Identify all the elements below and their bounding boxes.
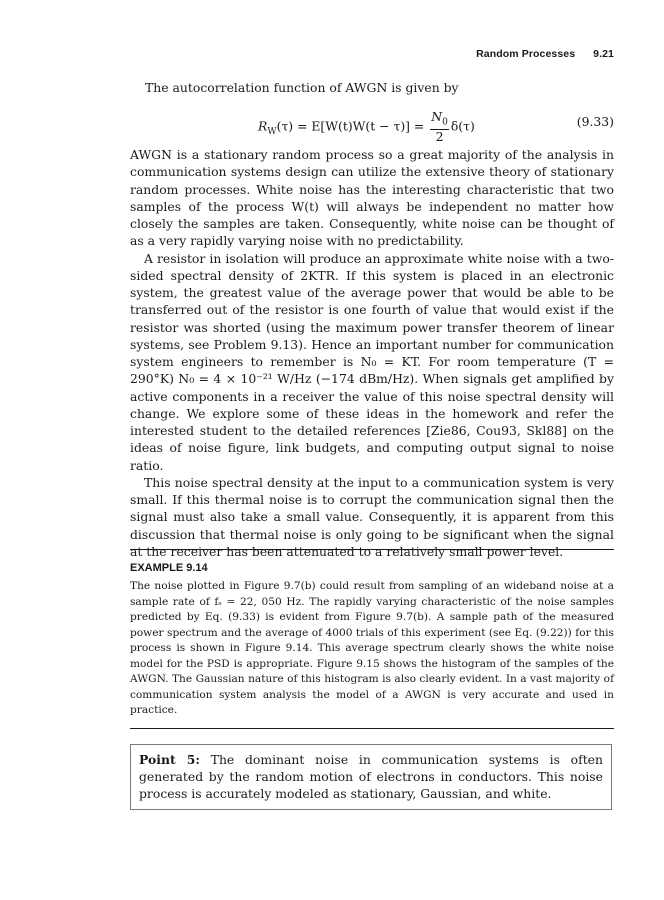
eq-fraction [430, 110, 449, 144]
equation-number: (9.33) [576, 114, 614, 129]
body-text [130, 146, 614, 560]
intro-line: The autocorrelation function of AWGN is given by [145, 80, 459, 95]
example-9-14 [130, 549, 614, 729]
equation-expression [258, 110, 475, 144]
eq-lhs: R [258, 118, 268, 134]
page-number: 9.21 [593, 48, 614, 60]
paragraph-noise-density: This noise spectral density at the input to a communication system is very small. If this thermal noise is to corrupt the communication signal then the signal must also take a small value. Consequently, it is apparent from this discussion that thermal noise is only going to be significant when the signal at the receiver has been attenuated to a relatively small power level. [130, 474, 614, 559]
point-text: The dominant noise in communication systems is often generated by the random motion of electrons in conductors. This noise process is accurately modeled as stationary, Gaussian, and white. [139, 752, 603, 801]
eq-rhs: δ(τ) [450, 118, 475, 134]
paragraph-resistor-noise: A resistor in isolation will produce an approximate white noise with a two-sided spectral density of 2KTR. If this system is placed in an electronic system, the greatest value of the average power that would be able to be transferred out of the resistor is one fourth of value that would exist if the resistor was shorted (using the maximum power transfer theorem of linear systems, see Problem 9.13). Hence an important number for communication system engineers to remember is N₀ = KT. For room temperature (T = 290°K) N₀ = 4 × 10⁻²¹ W/Hz (−174 dBm/Hz). When signals get amplified by active components in a receiver the value of this noise spectral density will change. We explore some of these ideas in the homework and refer the interested student to the detailed references [Zie86, Cou93, Skl88] on the ideas of noise figure, link budgets, and computing output signal to noise ratio. [130, 250, 614, 473]
running-head [130, 48, 614, 60]
eq-fraction-numerator: $N_0$ [430, 110, 449, 130]
example-title: EXAMPLE 9.14 [130, 562, 208, 574]
paragraph-awgn-stationary: AWGN is a stationary random process so a great majority of the analysis in communication systems design can utilize the extensive theory of stationary random processes. White noise has the interesting characteristic that two samples of the process W(t) will always be independent no matter how closely the samples are taken. Consequently, white noise can be thought of as a very rapidly varying noise with no predictability. [130, 147, 614, 249]
eq-lhs-sub: W [267, 127, 277, 138]
section-title: Random Processes [476, 48, 576, 60]
eq-fraction-denominator: 2 [435, 129, 444, 145]
point-5-box [130, 744, 612, 810]
example-body: The noise plotted in Figure 9.7(b) could result from sampling of an wideband noise at a sample rate of fₛ = 22, 050 Hz. The rapidly varying characteristic of the noise samples predicted by Eq. (9.33) is evident from Figure 9.7(b). A sample path of the measured power spectrum and the average of 4000 trials of this experiment (see Eq. (9.22)) for this process is shown in Figure 9.14. This average spectrum clearly shows the white noise model for the PSD is appropriate. Figure 9.15 shows the histogram of the samples of the AWGN. The Gaussian nature of this histogram is also clearly evident. In a vast majority of communication system analysis the model of a AWGN is very accurate and used in practice. [130, 580, 614, 716]
eq-lhs-arg: (τ) = E[W(t)W(t − τ)] = [276, 118, 425, 134]
point-label: Point 5: [139, 752, 200, 767]
equation-9-33 [130, 104, 614, 145]
